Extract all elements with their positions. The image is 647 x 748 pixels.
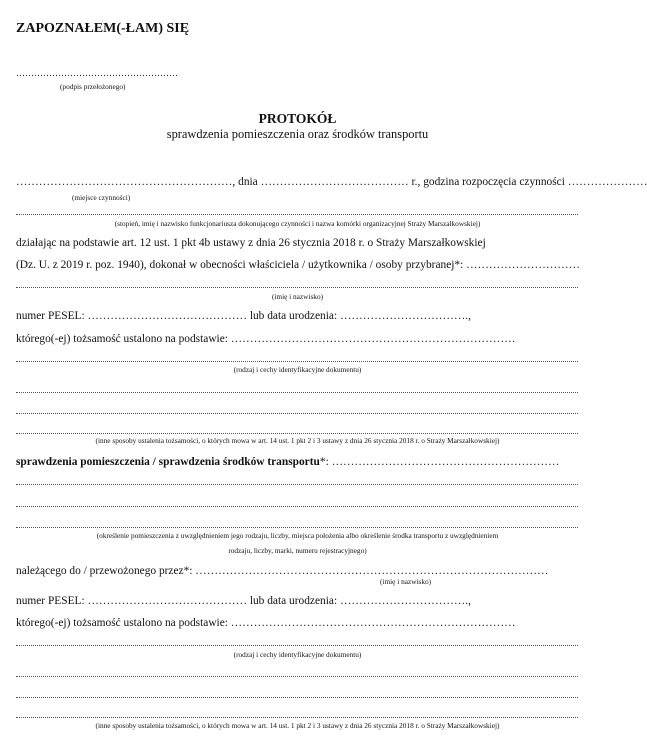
person2-identity-line: którego(-ej) tożsamość ustalono na podstawie: ………………………………………………………………… <box>16 617 516 629</box>
person2-document-line <box>16 645 578 646</box>
inspection-line-1 <box>16 484 578 485</box>
belonging-caption: (imię i nazwisko) <box>380 577 432 586</box>
owner-name-line <box>16 287 578 288</box>
inspection-dots: *: …………………………………………………… <box>319 456 560 468</box>
signature-dots: ……………………………………………… <box>16 68 178 78</box>
owner-document-line <box>16 361 578 362</box>
person2-document-caption: (rodzaj i cechy identyfikacyjne dokumentu) <box>233 650 362 659</box>
owner-other-line-1 <box>16 392 578 393</box>
place-caption: (miejsce czynności) <box>72 193 131 202</box>
owner-name-caption: (imię i nazwisko) <box>271 292 324 301</box>
person2-other-line-1 <box>16 676 578 677</box>
owner-other-caption: (inne sposoby ustalenia tożsamości, o których mowa w art. 14 ust. 1 pkt 2 i 3 ustawy z dnia 26 stycznia 2018 r. o Straży Marszałkowskiej) <box>95 436 500 445</box>
person2-other-line-3 <box>16 717 578 718</box>
officer-field-line <box>16 214 578 215</box>
inspection-line-2 <box>16 506 578 507</box>
owner-identity-line: którego(-ej) tożsamość ustalono na podstawie: ………………………………………………………………… <box>16 333 516 345</box>
inspection-caption-1: (określenie pomieszczenia z uwzględnieniem jego rodzaju, liczby, miejsca położenia albo określenie środka transportu z uwzględnieniem <box>96 531 499 540</box>
person2-pesel-line: numer PESEL: …………………………………… lub data urodzenia: ……………………………., <box>16 595 471 607</box>
legal-basis-line-1: działając na podstawie art. 12 ust. 1 pkt 4b ustawy z dnia 26 stycznia 2018 r. o Straży Marszałkowskiej <box>16 237 486 249</box>
officer-caption: (stopień, imię i nazwisko funkcjonariusza dokonującego czynności i nazwa komórki organizacyjnej Straży Marszałkowskiej) <box>114 219 481 228</box>
person2-other-line-2 <box>16 697 578 698</box>
inspection-line <box>16 456 578 468</box>
inspection-line-3 <box>16 527 578 528</box>
signature-caption: (podpis przełożonego) <box>60 82 126 91</box>
owner-other-line-3 <box>16 433 578 434</box>
owner-other-line-2 <box>16 413 578 414</box>
document-title: PROTOKÓŁ <box>258 111 337 126</box>
place-date-line: …………………………………………………, dnia ………………………………… r., godzina rozpoczęcia czynności ………………… <box>16 176 647 188</box>
belonging-line: należącego do / przewożonego przez*: ………………………………………………………………………………… <box>16 565 549 577</box>
inspection-label: sprawdzenia pomieszczenia / sprawdzenia środków transportu <box>16 456 320 468</box>
owner-pesel-line: numer PESEL: …………………………………… lub data urodzenia: ……………………………., <box>16 310 471 322</box>
owner-document-caption: (rodzaj i cechy identyfikacyjne dokumentu) <box>233 365 362 374</box>
legal-basis-line-2: (Dz. U. z 2019 r. poz. 1940), dokonał w obecności właściciela / użytkownika / osoby przybranej*: ………………………… <box>16 259 581 271</box>
person2-other-caption: (inne sposoby ustalenia tożsamości, o których mowa w art. 14 ust. 1 pkt 2 i 3 ustawy z dnia 26 stycznia 2018 r. o Straży Marszałkowskiej) <box>95 721 500 730</box>
document-subtitle: sprawdzenia pomieszczenia oraz środków transportu <box>166 127 429 141</box>
acknowledgement-heading: ZAPOZNAŁEM(-ŁAM) SIĘ <box>16 21 190 36</box>
inspection-caption-2: rodzaju, liczby, marki, numeru rejestracyjnego) <box>228 546 367 555</box>
